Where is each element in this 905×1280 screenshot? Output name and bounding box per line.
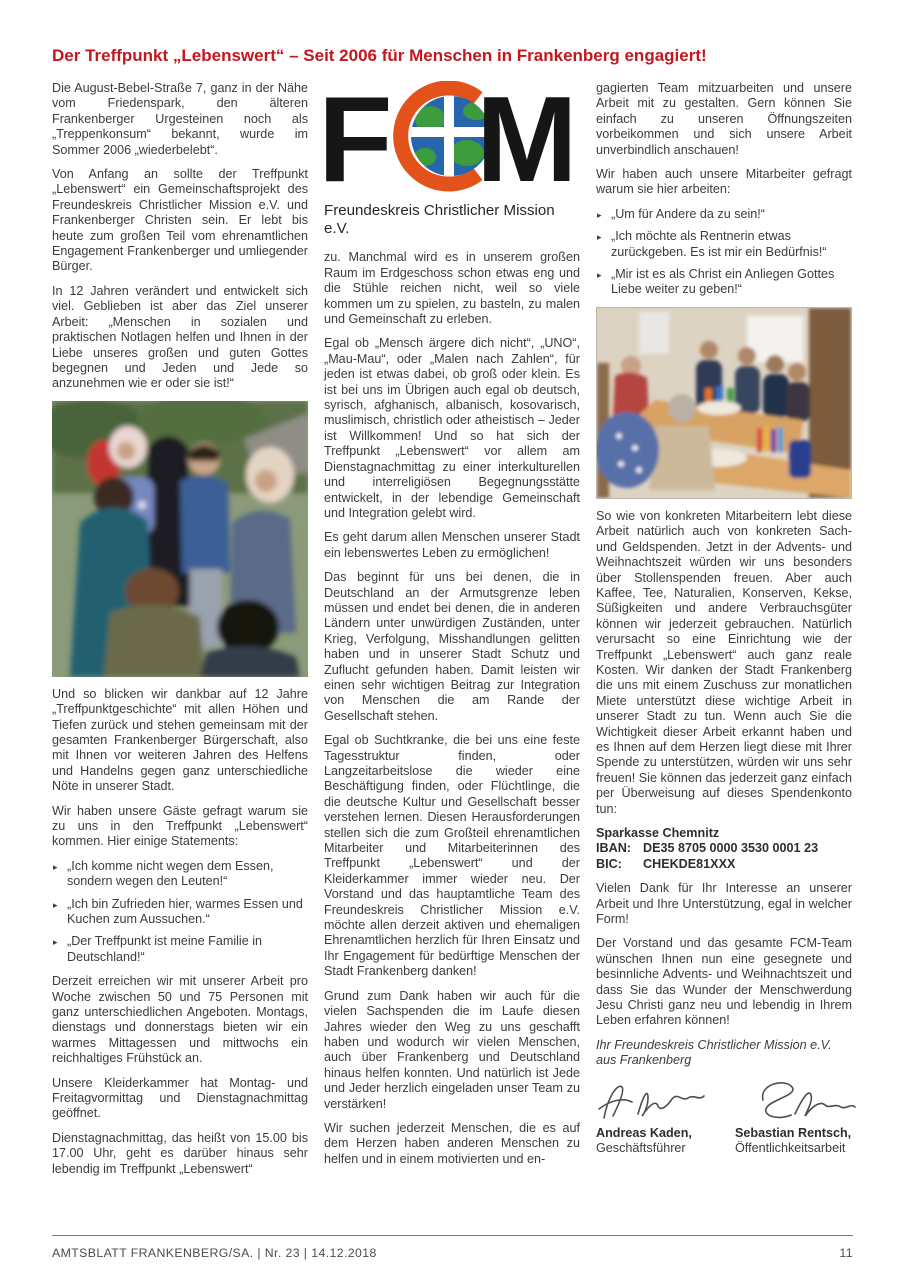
signature-rentsch-icon: [735, 1078, 857, 1124]
signatures: [596, 1078, 852, 1157]
list-item: ▸ „Der Treffpunkt ist meine Familie in Deutschland!“: [52, 934, 308, 965]
paragraph: zu. Manchmal wird es in unserem großen Raum im Erdgeschoss schon etwas eng und die Stühle reichen nicht, weil so viele kommen um zu spielen, zu basteln, zu malen und Gemeinschaft zu erleben.: [324, 250, 580, 327]
paragraph: Egal ob Suchtkranke, die bei uns eine feste Tagesstruktur finden, oder Langzeitarbeitslose die wieder eine Beschäftigung finden, oder Flüchtlinge, die die deutsche Kultur und Gesellschaft besser verstehen lernen. Diesen Herausforderungen stellen sich die zum Großteil ehrenamtlichen Mitarbeiter und Mitarbeiterinnen des Treffpunkt „Lebenswert“ und der Kleiderkammer immer wieder neu. Der Vorstand und das hauptamtliche Team des Freundeskreis Christlicher Mission e.V. möchte allen derzeit aktiven und ehemaligen Ehrenamtlichen herzlich für Ihren Einsatz und Ihr Engagement für bedürftige Menschen der Stadt Frankenberg danken!: [324, 733, 580, 979]
signature-block-rentsch: [735, 1078, 852, 1157]
svg-text:M: M: [476, 81, 578, 197]
column-3: [596, 81, 852, 1186]
signer-role: Öffentlichkeitsarbeit: [735, 1141, 846, 1156]
fcm-logo-icon: [324, 81, 580, 197]
article-columns: [52, 81, 853, 1186]
guest-statements-list: [52, 859, 308, 965]
paragraph: Unsere Kleiderkammer hat Montag- und Freitagvormittag und Dienstagnachmittag geöffnet.: [52, 1075, 308, 1121]
page-number: 11: [839, 1246, 853, 1260]
paragraph: Grund zum Dank haben wir auch für die vielen Sachspenden die im Laufe diesen Jahres wieder den Weg zu uns geschafft haben und wodurch wir vielen Menschen, auch über Frankenberg und Deutschland hinaus helfen konnten. Und natürlich ist Jede und Jeder herzlich eingeladen unser Team zu verstärken!: [324, 988, 580, 1111]
paragraph: Wir suchen jederzeit Menschen, die es auf dem Herzen haben anderen Menschen zu helfen und in einem motivierten und en-: [324, 1120, 580, 1166]
column-2: [324, 81, 580, 1186]
column-1: [52, 81, 308, 1186]
photo-indoor-gathering: [596, 307, 852, 499]
bic-label: BIC:: [596, 856, 622, 871]
signature-block-kaden: [596, 1078, 713, 1157]
paragraph: Der Vorstand und das gesamte FCM-Team wünschen Ihnen nun eine gesegnete und besinnliche Advents- und Weihnachtszeit und dass Sie das Wunder der Menschwerdung Jesu Christi ganz neu und lebendig in Ihrem Leben erfahren können!: [596, 936, 852, 1028]
fcm-logo: [324, 81, 580, 238]
signer-role: Geschäftsführer: [596, 1141, 686, 1156]
paragraph: Das beginnt für uns bei denen, die in Deutschland an der Armutsgrenze leben müssen und endet bei denen, die in anderen Ländern unter unwürdigen Zuständen, unter Krieg, Verfolgung, Misshandlungen gelitten haben und in unserer Stadt Schutz und Zuflucht gefunden haben. Damit leisten wir einen sehr wichtigen Beitrag zur Integration von Menschen die am Rande der Gesellschaft stehen.: [324, 570, 580, 723]
paragraph: Derzeit erreichen wir mit unserer Arbeit pro Woche zwischen 50 und 75 Personen mit ganz unterschiedlichen Angeboten. Montags, dienstags und donnerstags bieten wir ein warmes Mittagessen und mittwochs ein reichhaltiges Frühstück an.: [52, 974, 308, 1066]
article-title: Der Treffpunkt „Lebenswert“ – Seit 2006 für Menschen in Frankenberg engagiert!: [52, 46, 707, 65]
signature-kaden-icon: [596, 1078, 706, 1124]
bank-name: Sparkasse Chemnitz: [596, 826, 720, 840]
signer-name: Andreas Kaden,: [596, 1125, 692, 1140]
list-item: ▸ „Mir ist es als Christ ein Anliegen Gottes Liebe weiter zu geben!“: [596, 267, 852, 298]
paragraph: Und so blicken wir dankbar auf 12 Jahre „Treffpunktgeschichte“ mit allen Höhen und Tiefen zurück und stehen gemeinsam mit der gesamten Frankenberger Bürgerschaft, also mit Ihnen vor weiteren Jahren des Helfens und Handelns gegen ganz unterschiedliche Nöte in unserer Stadt.: [52, 686, 308, 794]
paragraph: In 12 Jahren verändert und entwickelt sich viel. Geblieben ist aber das Ziel unserer Arbeit: „Menschen in sozialen und praktischen Notlagen helfen und Ihnen in der Liebe unseres großen und guten Gottes begegnen und Jeden und Jede so anzunehmen wie er oder sie ist!“: [52, 283, 308, 391]
donation-account: [596, 826, 852, 872]
paragraph: Wir haben unsere Gäste gefragt warum sie zu uns in den Treffpunkt „Lebenswert“ kommen. Hier einige Statements:: [52, 803, 308, 849]
paragraph: Die August-Bebel-Straße 7, ganz in der Nähe vom Friedenspark, den älteren Frankenberger Urgesteinen noch als „Treppenkonsum“ bekannt, wurde im Sommer 2006 „wiederbelebt“.: [52, 81, 308, 157]
list-item: ▸ „Um für Andere da zu sein!“: [596, 207, 852, 222]
page-footer: [52, 1235, 853, 1260]
paragraph: Wir haben auch unsere Mitarbeiter gefragt warum sie hier arbeiten:: [596, 167, 852, 197]
paragraph: Vielen Dank für Ihr Interesse an unserer Arbeit und Ihre Unterstützung, egal in welcher Form!: [596, 881, 852, 927]
paragraph: gagierten Team mitzuarbeiten und unsere Arbeit mit zu gestalten. Gern können Sie einfach zu unseren Öffnungszeiten vorbeikommen und sich unsere Arbeit unverbindlich anschauen!: [596, 81, 852, 157]
paragraph: Egal ob „Mensch ärgere dich nicht“, „UNO“, „Mau-Mau“, oder „Malen nach Zahlen“, für jeden ist etwas dabei, ob groß oder klein. Es ist bei uns im Übrigen auch egal ob deutsch, syrisch, afghanisch, albanisch, kosovarisch, muslimisch, christlich oder atheistisch – Jeder ist Willkommen! Und so hat sich der Treffpunkt „Lebenswert“ vor allem am Dienstagnachmittag zu einer interkulturellen und interreligiösen Begegnungsstätte entwickelt, in der lebendige Gemeinschaft und Integration gelebt wird.: [324, 336, 580, 520]
paragraph: Dienstagnachmittag, das heißt von 15.00 bis 17.00 Uhr, geht es darüber hinaus sehr lebendig im Treffpunkt „Lebenswert“: [52, 1130, 308, 1176]
list-item: ▸ „Ich möchte als Rentnerin etwas zurückgeben. Es ist mir ein Bedürfnis!“: [596, 229, 852, 260]
paragraph: Von Anfang an sollte der Treffpunkt „Lebenswert“ ein Gemeinschaftsprojekt des Freundeskreis Christlicher Mission e.V. und Frankenberger Christen sein. Er lebt bis heute zum großen Teil vom ehrenamtlichen Engagement Frankenberger und umliegender Bürger.: [52, 167, 308, 274]
list-item: ▸ „Ich komme nicht wegen dem Essen, sondern wegen den Leuten!“: [52, 859, 308, 890]
fcm-logo-tagline: Freundeskreis Christlicher Mission e.V.: [324, 202, 555, 238]
iban-label: IBAN:: [596, 841, 631, 856]
paragraph: So wie von konkreten Mitarbeitern lebt diese Arbeit natürlich auch von konkreten Sach- und Geldspenden. Jetzt in der Advents- und Weihnachtszeit würden wir uns besonders über Stollenspenden freuen. Aber auch Kaffee, Tee, Naturalien, Konserven, Kekse, Süßigkeiten und andere Verbrauchsgüter können wir jederzeit gebrauchen. Natürlich verursacht so eine Einrichtung wie der Treffpunkt „Lebenswert“ auch ganz reale Kosten. Wir danken der Stadt Frankenberg die uns mit einem Zuschuss zur monatlichen Miete unterstützt diese wichtige Arbeit in unserer Stadt zu tun. Wenn auch Sie die Wichtigkeit dieser Arbeit erkannt haben und es Ihnen auf dem Herzen liegt diese mit Ihrer Spende zu unterstützen, würden wir uns sehr freuen! Sie können das jederzeit ganz einfach per Überweisung auf dieses Spendenkonto tun:: [596, 508, 852, 816]
footer-issue-info: AMTSBLATT FRANKENBERG/SA. | Nr. 23 | 14.12.2018: [52, 1246, 377, 1260]
signer-name: Sebastian Rentsch,: [735, 1125, 852, 1140]
closing-line: Ihr Freundeskreis Christlicher Mission e.V. aus Frankenberg: [596, 1037, 832, 1068]
photo-outdoor-group: [52, 401, 308, 677]
list-item: ▸ „Ich bin Zufrieden hier, warmes Essen und Kuchen zum Aussuchen.“: [52, 897, 308, 928]
bic-value: CHEKDE81XXX: [643, 856, 736, 871]
iban-value: DE35 8705 0000 3530 0001 23: [643, 841, 819, 856]
svg-text:F: F: [324, 81, 393, 197]
paragraph: Es geht darum allen Menschen unserer Stadt ein lebenswertes Leben zu ermöglichen!: [324, 530, 580, 560]
staff-statements-list: [596, 207, 852, 298]
